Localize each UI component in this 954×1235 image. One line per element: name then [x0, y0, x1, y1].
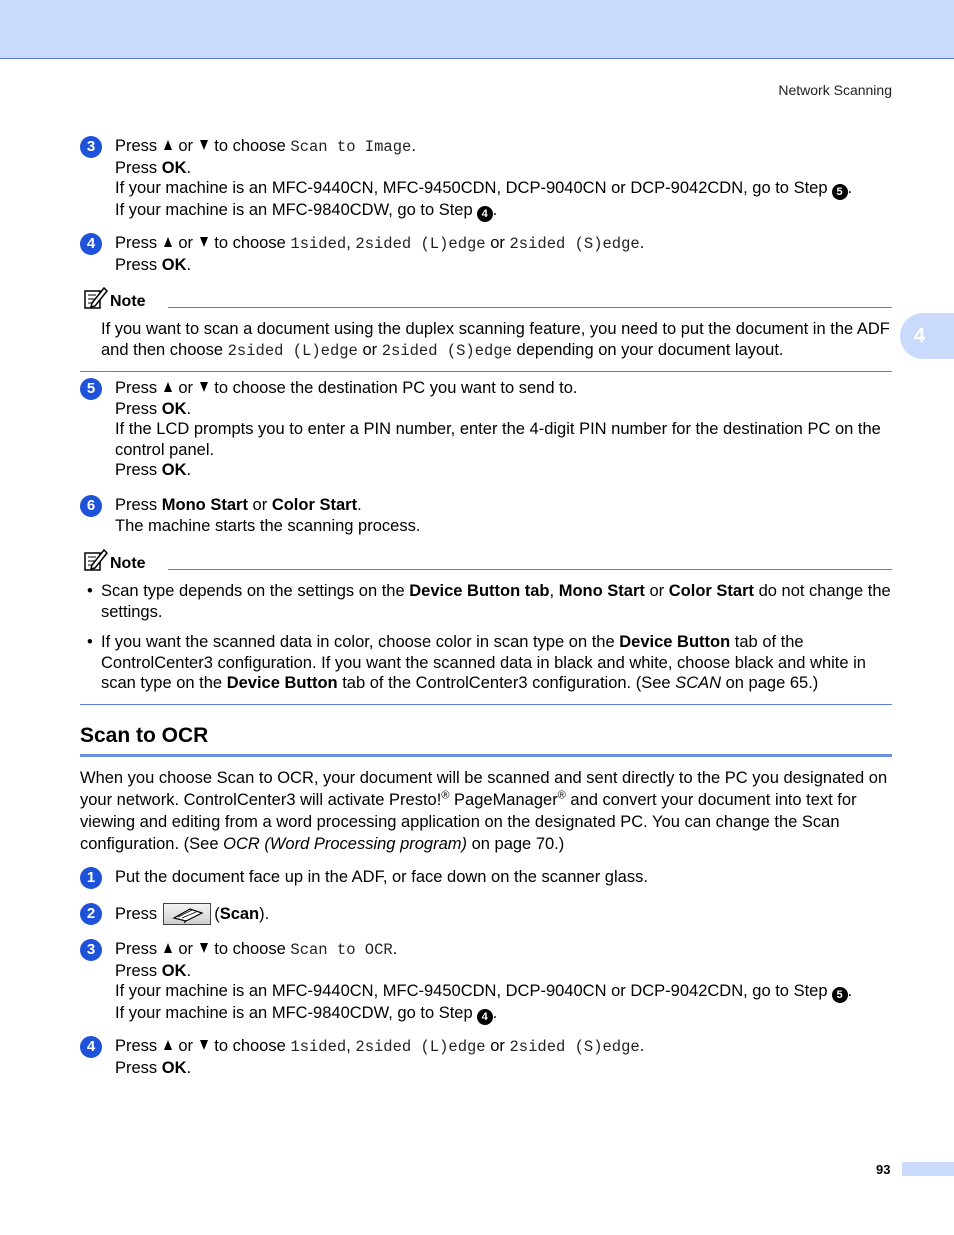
ocr-step-3: 3 Press or to choose Scan to OCR. Press OK. If your machine is an MFC-9440CN, MFC-9450CDN, DCP-9040CN or DCP-9042CDN, go to Step 5 . If your machine is an MFC-9840CDW, go to Step 4 . — [80, 939, 892, 1025]
note-pencil-icon — [82, 547, 108, 573]
note-duplex: Note If you want to scan a document using the duplex scanning feature, you need to put the document in the ADF and then choose 2sided (L)edge or 2sided (S)edge depending on your document layout. — [80, 289, 892, 372]
page-number: 93 — [876, 1162, 891, 1177]
header-band — [0, 0, 954, 59]
step-6-start: 6 Press Mono Start or Color Start. The machine starts the scanning process. — [80, 495, 892, 536]
list-item: • If you want the scanned data in color, choose color in scan type on the Device Button tab of the ControlCenter3 configuration. If you want the scanned data in black and white, choose black and white in scan type on the Device Button tab of the ControlCenter3 configuration. (See SCAN on page 65.) — [87, 633, 866, 692]
chapter-tab[interactable] — [900, 313, 954, 359]
chapter-number: 4 — [914, 325, 926, 347]
ok-key-label: OK — [161, 158, 187, 177]
footer-bar — [902, 1162, 954, 1176]
lcd-option: Scan to Image — [290, 138, 412, 156]
step-number-badge: 3 — [80, 939, 102, 961]
down-arrow-icon — [200, 943, 208, 953]
ocr-step-4: 4 Press or to choose 1sided, 2sided (L)edge or 2sided (S)edge. Press OK. — [80, 1036, 892, 1078]
note-scan-type — [80, 551, 892, 705]
step-number-badge: 5 — [80, 378, 102, 400]
lcd-option: Scan to OCR — [290, 941, 393, 959]
step-4-duplex-option: 4 Press or to choose 1sided, 2sided (L)edge or 2sided (S)edge. Press OK. — [80, 233, 892, 275]
note-pencil-icon — [82, 285, 108, 311]
step-number-badge: 4 — [80, 233, 102, 255]
up-arrow-icon — [164, 943, 172, 953]
step-number-badge: 4 — [80, 1036, 102, 1058]
step-number-badge: 1 — [80, 867, 102, 889]
step-number-badge: 3 — [80, 136, 102, 158]
up-arrow-icon — [164, 140, 172, 150]
cross-reference-link[interactable]: SCAN — [675, 674, 722, 692]
step-ref-icon: 4 — [477, 206, 493, 222]
note-label: Note — [110, 293, 146, 310]
cross-reference-link[interactable]: OCR (Word Processing program) — [223, 835, 467, 853]
down-arrow-icon — [200, 140, 208, 150]
step-5-destination-pc: 5 Press or to choose the destination PC you want to send to. Press OK. If the LCD prompts you to enter a PIN number, enter the 4-digit PIN number for the destination PC on the control panel. Press OK. — [80, 378, 892, 481]
up-arrow-icon — [164, 1040, 172, 1050]
section-heading: Scan to OCR — [80, 722, 892, 757]
ocr-step-1: 1 Put the document face up in the ADF, or face down on the scanner glass. — [80, 867, 892, 888]
note-label: Note — [110, 555, 146, 572]
down-arrow-icon — [200, 382, 208, 392]
section-header-title: Network Scanning — [778, 82, 892, 98]
step-ref-icon: 5 — [832, 987, 848, 1003]
up-arrow-icon — [164, 382, 172, 392]
step-3-scan-to-image: 3 Press or to choose Scan to Image. Press OK. If your machine is an MFC-9440CN, MFC-9450CDN, DCP-9040CN or DCP-9042CDN, go to Step 5 . If your machine is an MFC-9840CDW, go to Step 4 . — [80, 136, 892, 222]
step-number-badge: 2 — [80, 903, 102, 925]
list-item: • Scan type depends on the settings on the Device Button tab, Mono Start or Color Start do not change the settings. — [87, 582, 891, 621]
section-intro: When you choose Scan to OCR, your document will be scanned and sent directly to the PC you designated on your network. ControlCenter3 will activate Presto!® PageManager® and convert your document into text for viewing and editing from a word processing application on the designated PC. You can change the Scan configuration. (See OCR (Word Processing program) on page 70.) — [80, 769, 888, 853]
scan-key-icon — [163, 903, 211, 925]
down-arrow-icon — [200, 237, 208, 247]
step-number-badge: 6 — [80, 495, 102, 517]
ocr-step-2: 2 Press (Scan). — [80, 903, 892, 925]
down-arrow-icon — [200, 1040, 208, 1050]
step-ref-icon: 4 — [477, 1009, 493, 1025]
up-arrow-icon — [164, 237, 172, 247]
step-ref-icon: 5 — [832, 184, 848, 200]
